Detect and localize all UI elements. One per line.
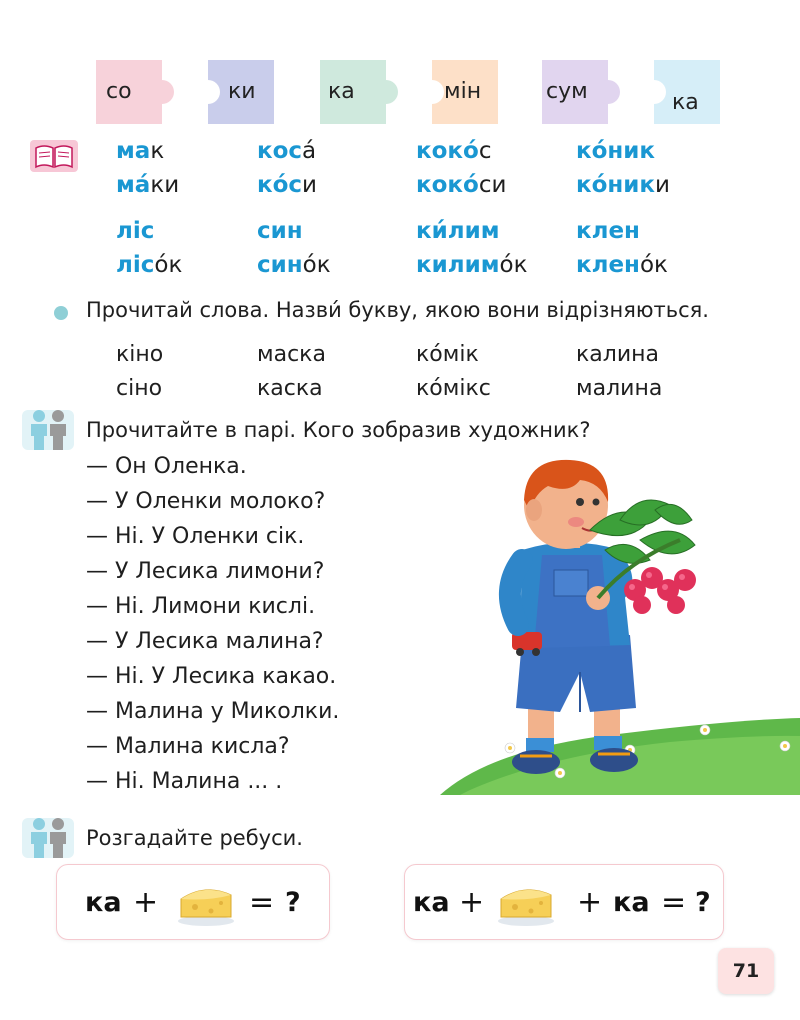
puzzle-piece-label: со bbox=[106, 79, 132, 104]
word-cell: клено́к bbox=[576, 252, 668, 278]
puzzle-piece-3 bbox=[320, 60, 386, 124]
pair-word: сіно bbox=[116, 376, 163, 401]
pair-word: калина bbox=[576, 342, 659, 367]
instruction-rebus: Розгадайте ребуси. bbox=[86, 826, 303, 850]
instruction-read-in-pairs: Прочитайте в парі. Кого зобразив художник? bbox=[86, 418, 591, 442]
dialogue-line: — Он Оленка. bbox=[86, 454, 247, 479]
puzzle-piece-label: ка bbox=[672, 90, 699, 115]
word-cell: ко́ник bbox=[576, 138, 656, 164]
word-cell: коко́си bbox=[416, 172, 507, 198]
word-cell: ма́ки bbox=[116, 172, 180, 198]
rebus-card-2 bbox=[404, 864, 724, 940]
word-cell: килимо́к bbox=[416, 252, 528, 278]
bullet-dot-icon bbox=[54, 306, 68, 320]
word-cell: клен bbox=[576, 218, 640, 244]
dialogue-line: — Малина кисла? bbox=[86, 734, 290, 759]
word-cell: ки́лим bbox=[416, 218, 500, 244]
dialogue-line: — Ні. Малина ... . bbox=[86, 769, 283, 794]
page-number-badge bbox=[718, 948, 774, 994]
puzzle-piece-5 bbox=[542, 60, 608, 124]
dialogue-line: — Ні. Лимони кислі. bbox=[86, 594, 316, 619]
pair-word: ко́мік bbox=[416, 342, 479, 367]
rebus-syllable: ка bbox=[413, 887, 450, 918]
rebus-card-1 bbox=[56, 864, 330, 940]
book-icon bbox=[28, 138, 80, 174]
two-people-icon bbox=[22, 812, 74, 862]
two-people-icon bbox=[22, 404, 74, 454]
puzzle-piece-label: ки bbox=[228, 79, 256, 104]
word-cell: ко́си bbox=[257, 172, 317, 198]
word-cell: коко́с bbox=[416, 138, 492, 164]
puzzle-piece-label: сум bbox=[546, 79, 588, 104]
plus-sign: + bbox=[133, 885, 159, 920]
word-cell: коса́ bbox=[257, 138, 317, 164]
rebus-syllable: ка bbox=[85, 887, 122, 918]
boy-with-raspberries-illustration bbox=[430, 450, 800, 810]
word-cell: сино́к bbox=[257, 252, 331, 278]
page-number: 71 bbox=[732, 960, 760, 982]
dialogue-line: — Ні. У Оленки сік. bbox=[86, 524, 305, 549]
dialogue-line: — Ні. У Лесика какао. bbox=[86, 664, 337, 689]
pair-word: каска bbox=[257, 376, 323, 401]
equals-sign: = bbox=[249, 885, 275, 920]
dialogue-line: — Малина у Миколки. bbox=[86, 699, 340, 724]
puzzle-piece-2 bbox=[208, 60, 274, 124]
dialogue-line: — У Оленки молоко? bbox=[86, 489, 326, 514]
word-cell: ко́ники bbox=[576, 172, 670, 198]
equals-sign: = bbox=[661, 885, 687, 920]
rebus-syllable: ка bbox=[613, 887, 650, 918]
plus-sign: + bbox=[459, 885, 485, 920]
rebus-answer: ? bbox=[695, 887, 711, 918]
pair-word: ко́мікс bbox=[416, 376, 491, 401]
rebus-answer: ? bbox=[285, 887, 301, 918]
cheese-icon bbox=[175, 879, 237, 927]
puzzle-piece-6 bbox=[654, 60, 720, 124]
instruction-read-words: Прочитай слова. Назви́ букву, якою вони відрізняються. bbox=[86, 298, 709, 322]
pair-word: кіно bbox=[116, 342, 164, 367]
dialogue-line: — У Лесика лимони? bbox=[86, 559, 325, 584]
dialogue-line: — У Лесика малина? bbox=[86, 629, 324, 654]
cheese-icon bbox=[495, 879, 557, 927]
word-cell: ліс bbox=[116, 218, 155, 244]
plus-sign: + bbox=[577, 885, 603, 920]
pair-word: малина bbox=[576, 376, 663, 401]
word-cell: мак bbox=[116, 138, 165, 164]
puzzle-piece-1 bbox=[96, 60, 162, 124]
pair-word: маска bbox=[257, 342, 326, 367]
puzzle-piece-label: мін bbox=[444, 79, 482, 104]
word-cell: лісо́к bbox=[116, 252, 183, 278]
puzzle-piece-label: ка bbox=[328, 79, 355, 104]
word-cell: син bbox=[257, 218, 303, 244]
puzzle-piece-4 bbox=[432, 60, 498, 124]
